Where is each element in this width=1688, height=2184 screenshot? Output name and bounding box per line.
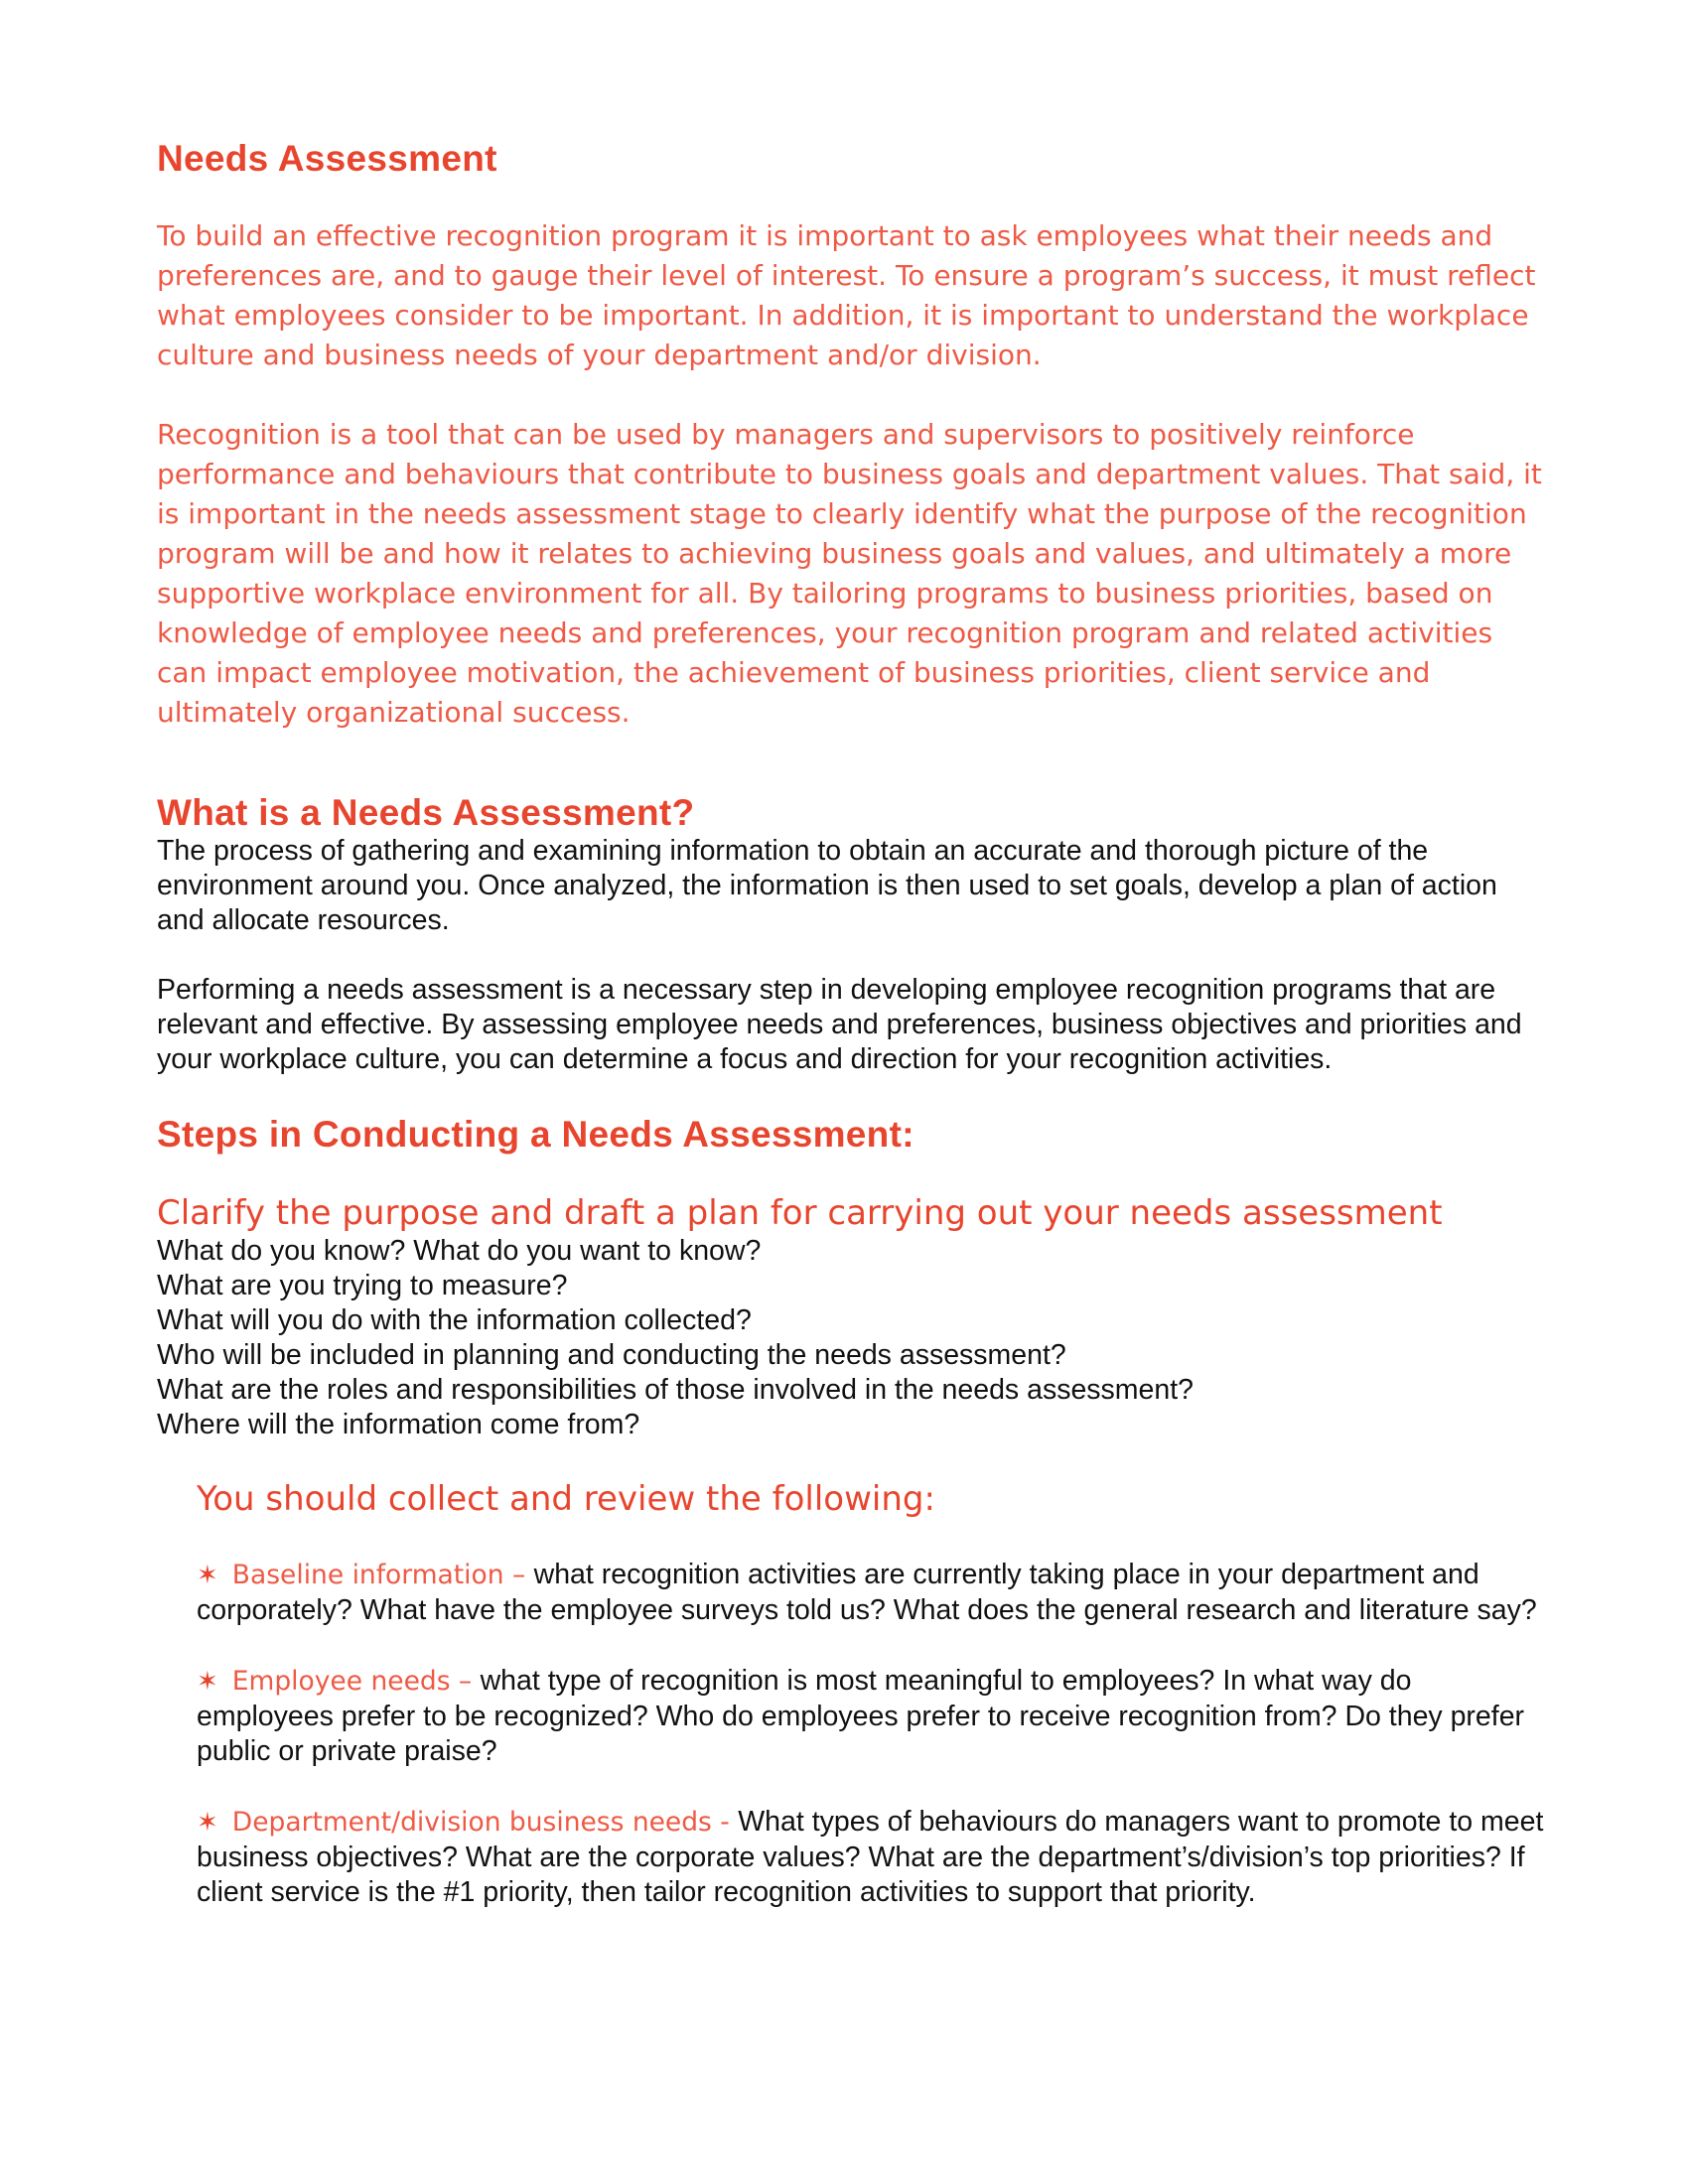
question-list (157, 1234, 1547, 1442)
bullet-department-business-needs (197, 1805, 1547, 1910)
bullet-lead: Department/division business needs - (231, 1807, 739, 1838)
definition-paragraph-2: Performing a needs assessment is a necessary step in developing employee recognition programs that are relevant and effective. By assessing employee needs and preferences, business objectives and priorities and your workplace culture, you can determine a focus and direction for your recognition activities. (157, 974, 1522, 1075)
question-item: What do you know? What do you want to know? (157, 1235, 762, 1267)
bullet-employee-needs (197, 1664, 1547, 1769)
question-item: What are you trying to measure? (157, 1270, 568, 1301)
heading-what-is-needs-assessment: What is a Needs Assessment? (157, 792, 695, 833)
bullet-text: What types of behaviours do managers want to promote to meet business objectives? What are the corporate values? What are the department’s/division’s top priorities? If client service is the #1 priority, then tailor recognition activities to support that priority. (197, 1806, 1544, 1908)
subhead-collect-review: You should collect and review the following: (197, 1479, 935, 1519)
document-content (157, 137, 1547, 1910)
star-bullet-icon: ✶ (197, 1667, 218, 1697)
bullet-baseline-information (197, 1558, 1547, 1628)
question-item: What are the roles and responsibilities of those involved in the needs assessment? (157, 1374, 1195, 1406)
star-bullet-icon: ✶ (197, 1561, 218, 1590)
bullet-text: what recognition activities are currently taking place in your department and corporately? What have the employee surveys told us? What does the general research and literature say? (197, 1559, 1537, 1626)
collect-review-block (197, 1478, 1547, 1910)
heading-steps: Steps in Conducting a Needs Assessment: (157, 1114, 914, 1155)
star-bullet-icon: ✶ (197, 1808, 218, 1838)
definition-paragraph-1: The process of gathering and examining information to obtain an accurate and thorough picture of the environment around you. Once analyzed, the information is then used to set goals, develop a plan of action and allocate resources. (157, 835, 1497, 936)
question-item: Who will be included in planning and conducting the needs assessment? (157, 1339, 1066, 1371)
heading-needs-assessment: Needs Assessment (157, 138, 497, 179)
intro-paragraph-2: Recognition is a tool that can be used by managers and supervisors to positively reinforce performance and behaviours that contribute to business goals and department values. That said, it is important in the needs assessment stage to clearly identify what the purpose of the recognition program will be and how it relates to achieving business goals and values, and ultimately a more supportive workplace environment for all. By tailoring programs to business priorities, based on knowledge of employee needs and preferences, your recognition program and related activities can impact employee motivation, the achievement of business priorities, client service and ultimately organizational success. (157, 418, 1542, 729)
intro-paragraph-1: To build an effective recognition program it is important to ask employees what their needs and preferences are, and to gauge their level of interest. To ensure a program’s success, it must reflect what employees consider to be important. In addition, it is important to understand the workplace culture and business needs of your department and/or division. (157, 219, 1536, 371)
question-item: What will you do with the information collected? (157, 1304, 752, 1336)
bullet-lead: Baseline information – (231, 1560, 534, 1590)
bullet-lead: Employee needs – (231, 1666, 481, 1697)
bullet-text: what type of recognition is most meaningful to employees? In what way do employees prefer to be recognized? Who do employees prefer to receive recognition from? Do they prefer public or private praise? (197, 1665, 1525, 1767)
subhead-clarify-purpose: Clarify the purpose and draft a plan for carrying out your needs assessment (157, 1193, 1443, 1233)
question-item: Where will the information come from? (157, 1409, 640, 1440)
